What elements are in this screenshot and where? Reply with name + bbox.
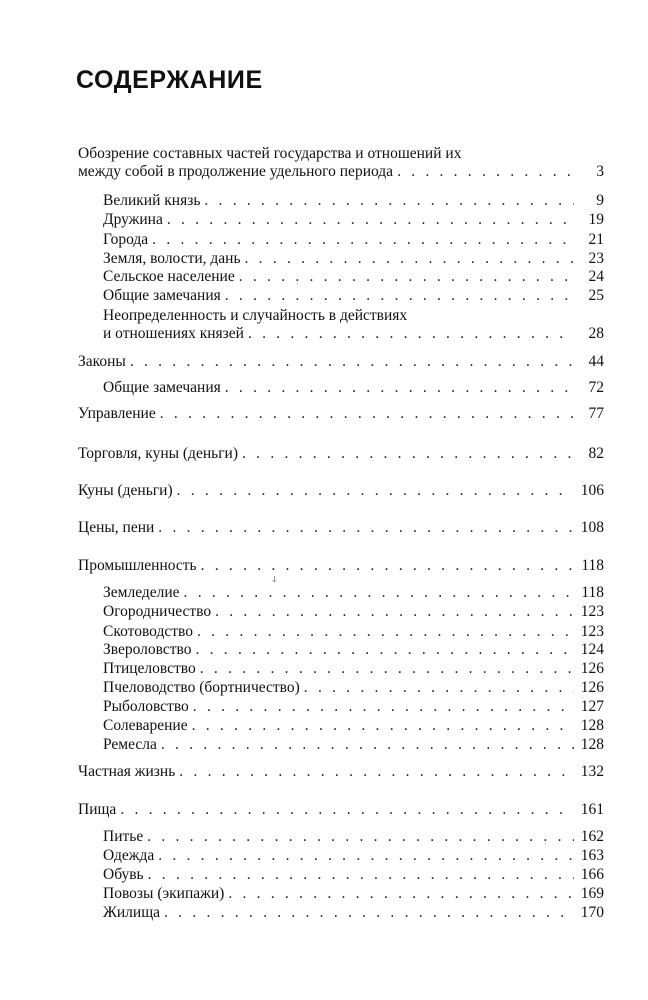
toc-subentry [103,660,604,678]
dot-leader [215,603,574,621]
toc-entry-label: Птицеловство [103,660,196,677]
toc-entry [78,482,604,500]
dot-leader [397,163,574,181]
toc-entry-label: Великий князь [103,192,201,209]
toc-entry-row [103,211,604,229]
toc-entry-label: Куны (деньги) [78,482,173,499]
toc-entry-label: Огородничество [103,603,212,620]
toc-entry-label: Управление [78,405,156,422]
toc-entry-label: Звероловство [103,641,192,658]
print-mark: ↆ [272,574,277,584]
dot-leader [130,353,574,371]
toc-entry-label: Скотоводство [103,623,193,640]
toc-subentry [103,584,604,602]
dot-leader [167,211,574,229]
toc-entry-row [103,736,604,754]
toc-entry-row [103,698,604,716]
toc-entry-page-number: 24 [588,268,604,285]
toc-entry-page-number: 166 [580,866,604,883]
dot-leader [197,623,574,641]
dot-leader [192,717,574,735]
toc-entry-row [78,519,604,537]
dot-leader [147,828,574,846]
toc-entry-row [103,679,604,697]
toc-entry-page-number: 77 [588,405,604,422]
dot-leader [158,519,574,537]
dot-leader [201,557,574,575]
dot-leader [164,904,574,922]
dot-leader [228,885,574,903]
toc-entry-row [103,885,604,903]
toc-entry [78,405,604,423]
dot-leader [158,847,574,865]
toc-entry-page-number: 163 [580,847,604,864]
toc-entry [78,801,604,819]
toc-entry [78,519,604,537]
toc-entry-label: Рыболовство [103,698,189,715]
toc-subentry [103,885,604,903]
toc-entry-row [103,717,604,735]
toc-entry-label: и отношениях князей [103,325,244,342]
dot-leader [204,192,574,210]
toc-entry-row [103,847,604,865]
toc-entry-label-line1: Неопределенность и случайность в действиях [103,307,408,324]
toc-entry-row [78,482,604,500]
toc-entry-row [103,641,604,659]
toc-entry-label: Частная жизнь [78,763,176,780]
toc-entry-row [103,623,604,641]
toc-entry-label: между собой в продолжение удельного периода [78,163,394,180]
toc-entry-page-number: 127 [580,698,604,715]
dot-leader [120,801,574,819]
dot-leader [200,660,574,678]
dot-leader [304,679,574,697]
toc-entry-row [103,828,604,846]
toc-entry-row [103,904,604,922]
dot-leader [196,641,575,659]
toc-subentry [103,231,604,249]
toc-subentry [103,736,604,754]
toc-entry-row [103,603,604,621]
toc-entry [78,763,604,781]
toc-entry-row [103,287,604,305]
toc-entry-label: Общие замечания [103,379,221,396]
toc-entry-page-number: 132 [580,763,604,780]
toc-entry-label: Города [103,231,149,248]
toc-entry-row [103,325,604,343]
dot-leader [239,268,574,286]
toc-entry-label: Общие замечания [103,287,221,304]
toc-entry-label: Торговля, куны (деньги) [78,445,239,462]
toc-entry [78,353,604,371]
toc-entry-row [103,231,604,249]
toc-entry-label: Промышленность [78,557,197,574]
toc-subentry [103,904,604,922]
toc-entry-page-number: 21 [588,231,604,248]
toc-entry-row [103,866,604,884]
toc-entry-label: Солеварение [103,717,188,734]
toc-entry-page-number: 3 [596,163,604,180]
toc-entry-page-number: 124 [580,641,604,658]
toc-entry-label: Обувь [103,866,144,883]
toc-entry-label: Повозы (экипажи) [103,885,225,902]
toc-entry-row [103,660,604,678]
toc-entry-page-number: 72 [588,379,604,396]
toc-entry-row [78,405,604,423]
dot-leader [193,698,574,716]
toc-entry-label: Сельское население [103,268,235,285]
toc-subentry [103,847,604,865]
toc-entry [78,445,604,463]
dot-leader [184,584,574,602]
toc-entry-page-number: 19 [588,211,604,228]
toc-entry-page-number: 123 [580,623,604,640]
toc-subentry [103,866,604,884]
toc-entry-label-line1: Обозрение составных частей государства и отношений их [78,145,462,162]
toc-entry-page-number: 161 [580,801,604,818]
toc-entry-label: Земля, волости, дань [103,250,241,267]
dot-leader [177,482,574,500]
dot-leader [148,866,574,884]
toc-entry-row [103,268,604,286]
dot-leader [242,445,574,463]
toc-entry-page-number: 170 [580,904,604,921]
toc-entry-page-number: 82 [588,445,604,462]
toc-entry-row [78,353,604,371]
toc-entry-page-number: 118 [581,557,604,574]
toc-entry-row [103,192,604,210]
dot-leader [161,736,574,754]
toc-subentry [103,679,604,697]
toc-entry-label: Дружина [103,211,163,228]
toc-entry [78,145,604,181]
dot-leader [225,287,574,305]
toc-subentry [103,307,604,343]
dot-leader [152,231,574,249]
toc-subentry [103,379,604,397]
toc-entry-page-number: 9 [596,192,604,209]
toc-subentry [103,287,604,305]
dot-leader [225,379,574,397]
toc-entry-page-number: 162 [580,828,604,845]
toc-entry-label: Пища [78,801,117,818]
toc-entry-page-number: 126 [580,660,604,677]
toc-subentry [103,211,604,229]
toc-entry-label: Земледелие [103,584,180,601]
dot-leader [245,250,574,268]
toc-subentry [103,828,604,846]
toc-entry-label: Цены, пени [78,519,155,536]
toc-subentry [103,717,604,735]
dot-leader [160,405,574,423]
toc-entry-page-number: 108 [580,519,604,536]
toc-entry [78,557,604,575]
toc-entry-label: Законы [78,353,126,370]
toc-entry-label: Питье [103,828,144,845]
page-title: СОДЕРЖАНИЕ [76,66,263,94]
toc-subentry [103,250,604,268]
toc-entry-row [103,379,604,397]
dot-leader [248,325,574,343]
toc-subentry [103,268,604,286]
toc-subentry [103,698,604,716]
toc-entry-row [78,163,604,181]
toc-entry-row [103,584,604,602]
toc-entry-page-number: 25 [588,287,604,304]
toc-entry-label: Жилища [103,904,161,921]
toc-subentry [103,603,604,621]
dot-leader [179,763,574,781]
toc-entry-page-number: 128 [580,736,604,753]
toc-subentry [103,623,604,641]
toc-entry-page-number: 169 [580,885,604,902]
toc-entry-page-number: 118 [581,584,604,601]
toc-entry-row [78,445,604,463]
toc-subentry [103,641,604,659]
toc-entry-page-number: 44 [588,353,604,370]
toc-entry-page-number: 106 [580,482,604,499]
toc-entry-page-number: 23 [588,250,604,267]
toc-entry-page-number: 128 [580,717,604,734]
toc-entry-page-number: 123 [580,603,604,620]
toc-subentry [103,192,604,210]
toc-entry-label: Ремесла [103,736,157,753]
toc-entry-row [78,801,604,819]
toc-entry-row [78,557,604,575]
toc-entry-label: Пчеловодство (бортничество) [103,679,300,696]
toc-entry-page-number: 126 [580,679,604,696]
toc-entry-label: Одежда [103,847,155,864]
toc-entry-page-number: 28 [588,325,604,342]
toc-entry-row [78,763,604,781]
toc-entry-row [103,250,604,268]
